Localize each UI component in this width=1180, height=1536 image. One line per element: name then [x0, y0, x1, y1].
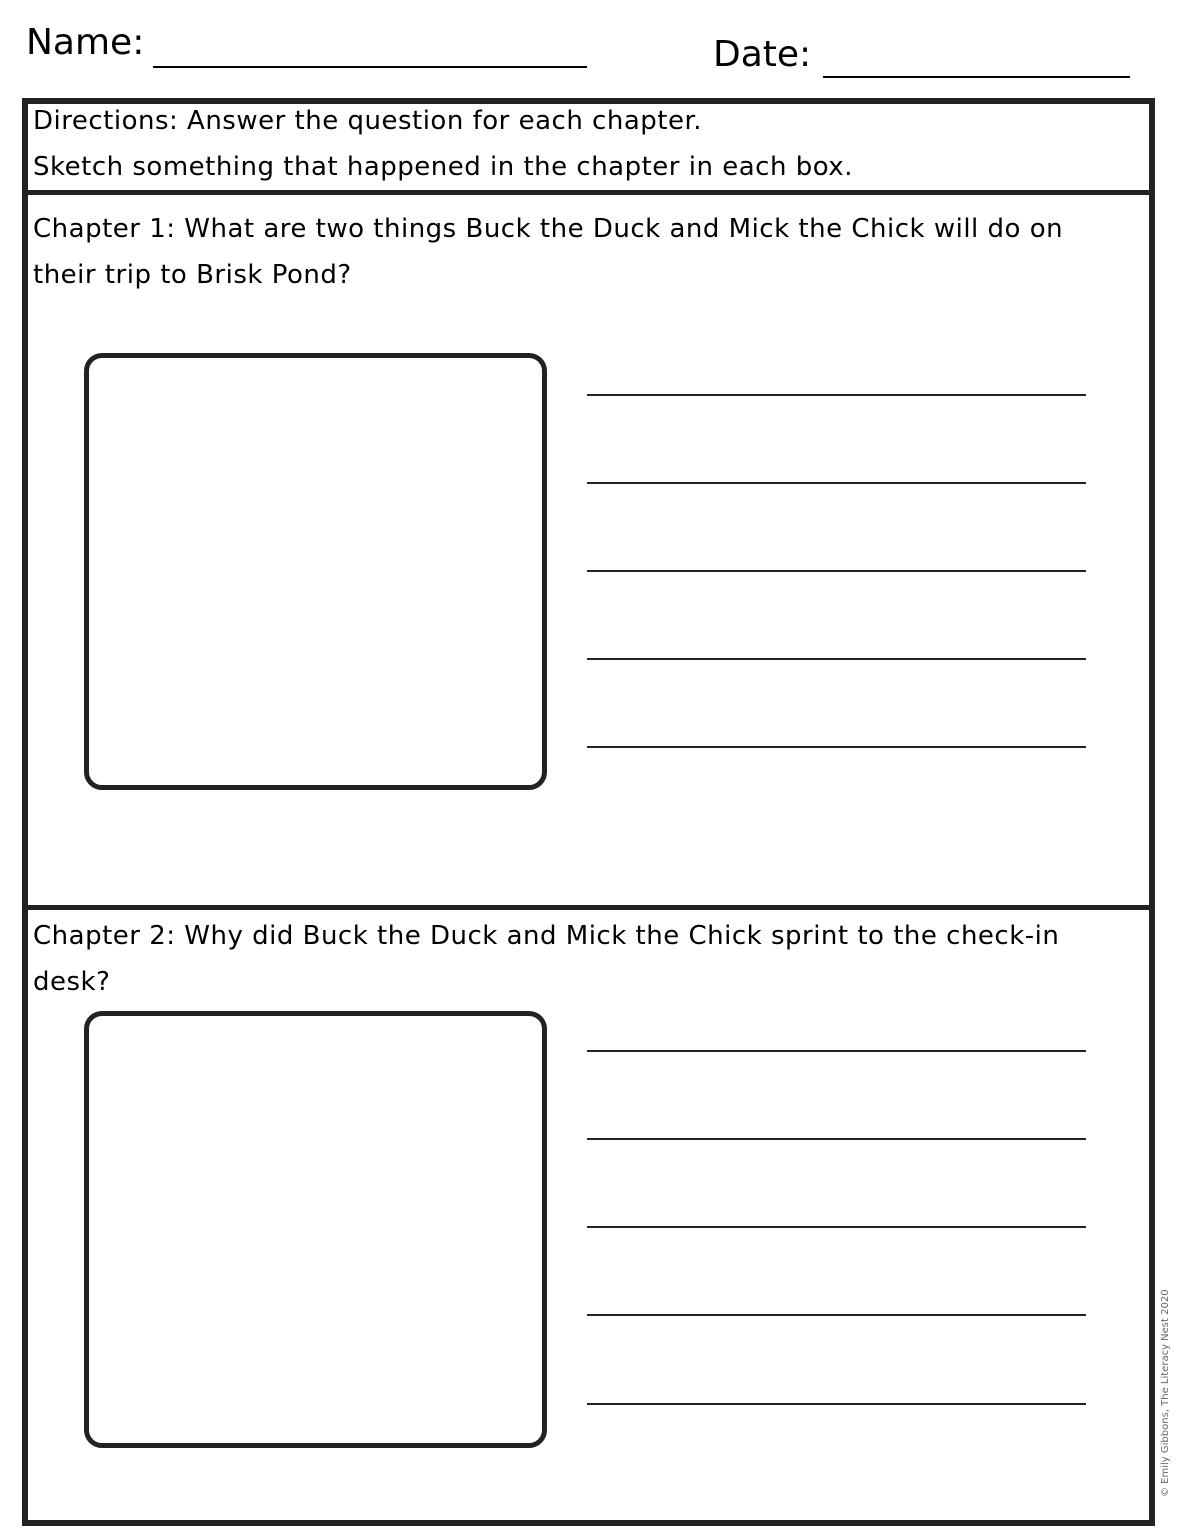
name-field[interactable]: [153, 66, 587, 68]
chapter-2-answer-line[interactable]: [587, 1226, 1086, 1228]
directions-line-1: Directions: Answer the question for each chapter.: [33, 106, 703, 136]
date-label: Date:: [713, 34, 812, 75]
chapter-1-sketch-box[interactable]: [84, 353, 547, 790]
chapter-1-answer-line[interactable]: [587, 394, 1086, 396]
chapter-2-answer-line[interactable]: [587, 1050, 1086, 1052]
chapter-2-question: Chapter 2: Why did Buck the Duck and Mick the Chick sprint to the check-in desk?: [33, 921, 1060, 997]
section-divider: [22, 905, 1155, 910]
chapter-2-answer-line[interactable]: [587, 1138, 1086, 1140]
chapter-1-question: Chapter 1: What are two things Buck the Duck and Mick the Chick will do on their trip to Brisk Pond?: [33, 214, 1064, 290]
name-label: Name:: [26, 22, 145, 63]
chapter-1-answer-line[interactable]: [587, 570, 1086, 572]
copyright-notice: © Emily Gibbons, The Literacy Nest 2020: [1160, 1289, 1171, 1497]
directions: [33, 98, 853, 190]
directions-line-2: Sketch something that happened in the chapter in each box.: [33, 152, 853, 182]
chapter-1-answer-line[interactable]: [587, 658, 1086, 660]
section-divider: [22, 190, 1155, 195]
chapter-1-answer-line[interactable]: [587, 482, 1086, 484]
chapter-2-answer-line[interactable]: [587, 1403, 1086, 1405]
date-field[interactable]: [823, 76, 1130, 78]
chapter-2-answer-line[interactable]: [587, 1314, 1086, 1316]
chapter-2-sketch-box[interactable]: [84, 1011, 547, 1448]
chapter-1-answer-line[interactable]: [587, 746, 1086, 748]
